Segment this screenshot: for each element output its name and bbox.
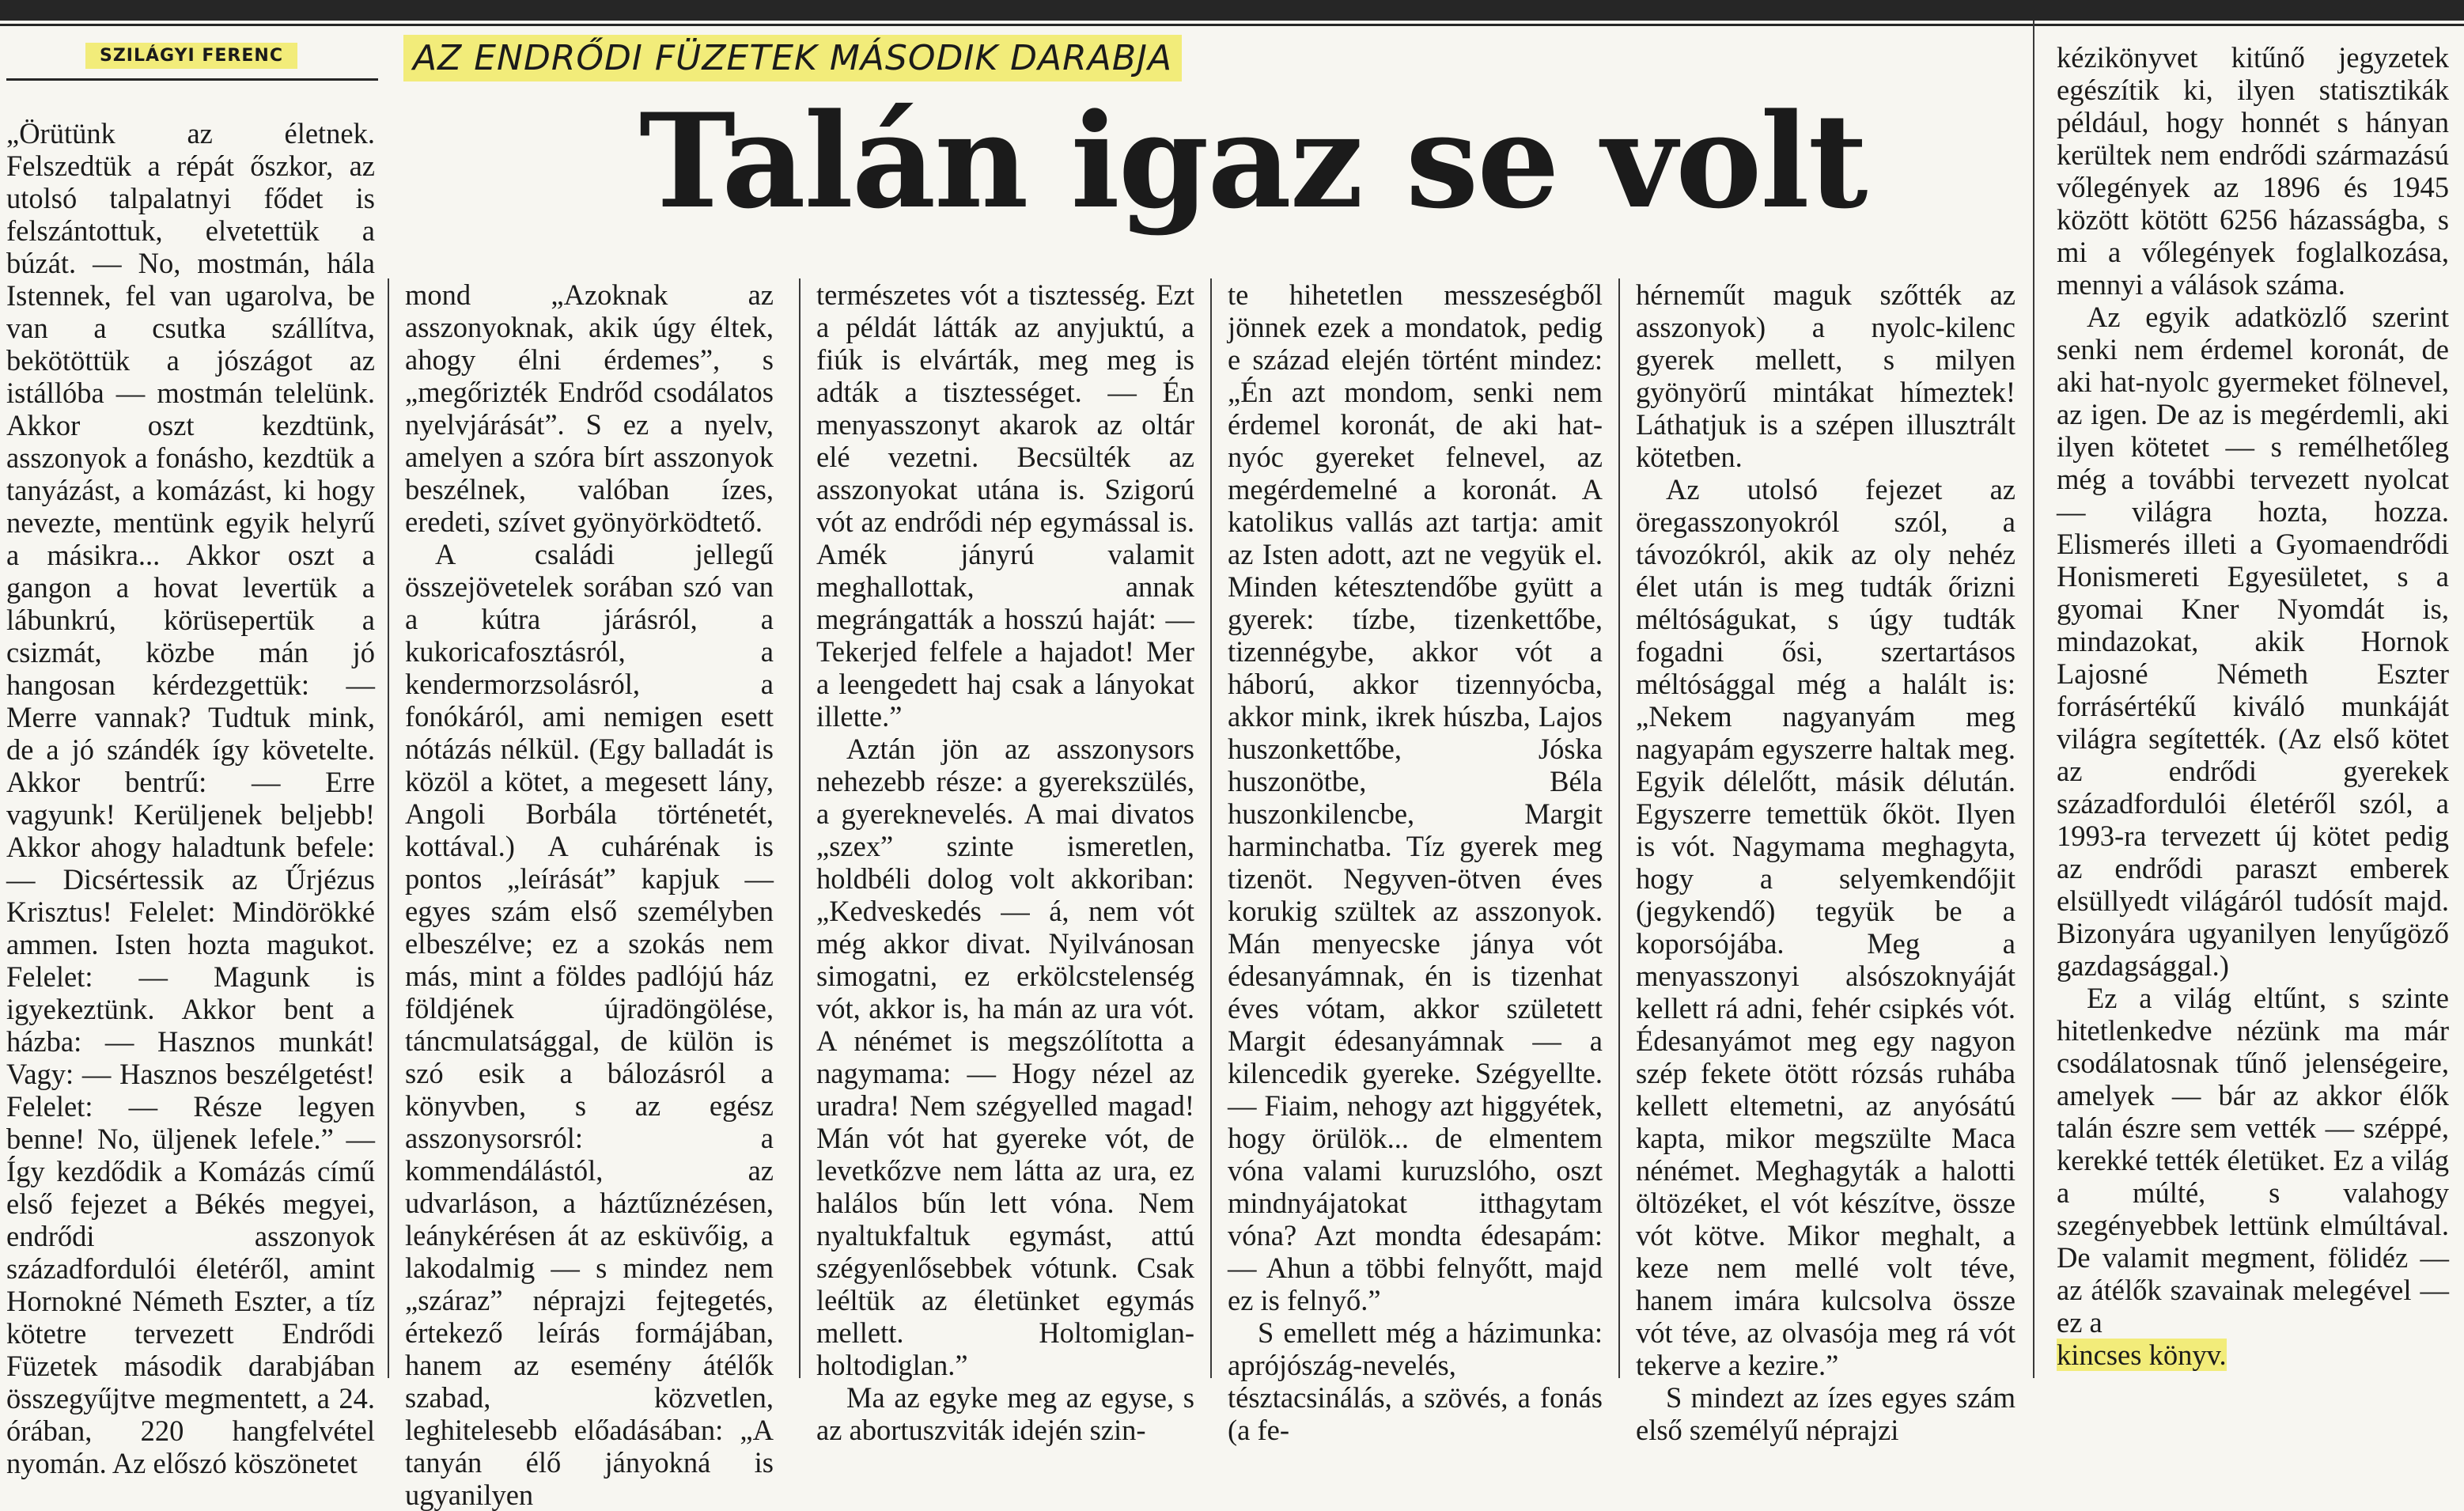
article-column-1	[6, 117, 375, 1479]
column-separator	[1210, 278, 1212, 1378]
article-column-6	[2057, 41, 2449, 1378]
article-column-2	[405, 278, 774, 1511]
paragraph: hérneműt maguk szőtték az asszonyok) a nyolc-kilenc gyerek mellett, s milyen gyönyörű mintákat hímeztek! Láthatjuk is a szépen illusztrált kötetben.	[1636, 278, 2015, 473]
column-separator	[2033, 21, 2034, 1378]
column-separator	[388, 278, 389, 1378]
paragraph: Aztán jön az asszonysors nehezebb része: a gyerekszülés, a gyereknevelés. A mai divatos „szex” szinte ismeretlen, holdbéli dolog volt akkoriban: „Kedveskedés — á, nem vót még akkor divat. Nyilvánosan simogatni, ez erkölcstelenség vót, akkor is, ha mán az ura vót. A nénémet is megszólította a nagymama: — Hogy nézel az uradra! Nem szégyelled magad! Mán vót hat gyereke vót, de levetkőzve nem látta az ura, ez halálos bűn lett vóna. Nem nyaltukfaltuk egymást, attú szégyenlősebbek vótunk. Csak leéltük az életünket egymás mellett. Holtomiglan-holtodiglan.”	[816, 733, 1194, 1381]
article-column-4	[1228, 278, 1603, 1446]
byline-rule	[6, 78, 378, 81]
paragraph: mond „Azoknak az asszonyoknak, akik úgy éltek, ahogy élni érdemes”, s „megőrizték Endrőd csodálatos nyelvjárását”. S ez a nyelv, amelyen a szóra bírt asszonyok beszélnek, valóban ízes, eredeti, szívet gyönyörködtető.	[405, 278, 774, 538]
paragraph: S mindezt az ízes egyes szám első személyű néprajzi	[1636, 1381, 2015, 1446]
paragraph: te hihetetlen messzeségből jönnek ezek a mondatok, pedig e század elején történt mindez: „Én azt mondom, senki nem érdemel koronát, de aki hat-nyóc gyereket felnevel, az megérdemelné a koronát. A katolikus vallás azt tartja: amit az Isten adott, azt ne vegyük el. Minden kétesztendőbe gyütt a gyerek: tízbe, tizenkettőbe, tizennégybe, akkor vót a háború, akkor tizennyócba, akkor mink, ikrek húszba, Lajos huszonkettőbe, Jóska huszonötbe, Béla huszonkilencbe, Margit harminchatba. Tíz gyerek meg tizenöt. Negyven-ötven éves korukig szültek az asszonyok. Mán menyecske jánya vót édesanyámnak, én is tizenhat éves vótam, akkor született Margit édesanyámnak — a kilencedik gyereke. Szégyellte. — Fiaim, nehogy azt higgyétek, hogy örülök... de elmentem vóna valami kuruzslóho, oszt mindnyájatokat itthagytam vóna? Azt mondta édesapám: — Ahun a többi felnyőtt, majd ez is felnyő.”	[1228, 278, 1603, 1316]
paragraph: kézikönyvet kitűnő jegyzetek egészítik ki, ilyen statisztikák például, hogy honnét s hányan kerültek nem endrődi származású vőlegények az 1896 és 1945 között kötött 6256 házasságba, s mi a vőlegények foglalkozása, mennyi a válások száma.	[2057, 41, 2449, 301]
paragraph: S emellett még a házimunka: aprójószág-nevelés, tésztacsinálás, a szövés, a fonás (a fe-	[1228, 1316, 1603, 1446]
paragraph: Ma az egyke meg az egyse, s az abortuszviták idején szin-	[816, 1381, 1194, 1446]
kicker: AZ ENDRŐDI FÜZETEK MÁSODIK DARABJA	[403, 35, 1182, 81]
paragraph: természetes vót a tisztesség. Ezt a példát látták az anyjuktú, a fiúk is elvárták, meg meg is adták a tisztességet. — Én menyasszonyt akarok az oltár elé vezetni. Becsülték az asszonyokat utána is. Szigorú vót az endrődi nép egymással is. Amék jányrú valamit meghallottak, annak megrángatták a hosszú haját: — Tekerjed felfele a hajadot! Mer a leengedett haj csak a lányokat illette.”	[816, 278, 1194, 733]
column-separator	[1618, 278, 1620, 1378]
highlighted-phrase: kincses könyv.	[2057, 1339, 2227, 1371]
article-column-5	[1636, 278, 2015, 1446]
paragraph: A családi jellegű összejövetelek sorában szó van a kútra járásról, a kukoricafosztásról, a kendermorzsolásról, a fonókáról, ami nemigen esett nótázás nélkül. (Egy balladát is közöl a kötet, a megesett lány, Angoli Borbála történetét, kottával.) A cuhárénak is pontos „leírását” kapjuk — egyes szám első személyben elbeszélve; ez a szokás nem más, mint a földes padlójú ház földjének újradöngölése, táncmulatsággal, de külön is szó esik a bálozásról a könyvben, s az egész asszonysorsról: a kommendálástól, az udvarláson, a háztűznézésen, leánykérésen át az esküvőig, a lakodalmig — s mindez nem „száraz” néprajzi fejtegetés, értekező leírás formájában, hanem az esemény átélők szabad, közvetlen, leghitelesebb előadásában: „A tanyán élő jányokná is ugyanilyen	[405, 538, 774, 1511]
paragraph: „Örütünk az életnek. Felszedtük a répát őszkor, az utolsó talpalatnyi fődet is felszántottuk, elvetettük a búzát. — No, mostmán, hála Istennek, fel van ugarolva, be van a csutka szállítva, bekötöttük a jószágot az istállóba — mostmán telelünk. Akkor oszt kezdtünk, asszonyok a fonásho, kezdtük a tanyázást, a komázást, ki hogy nevezte, mentünk egyik helyrű a másikra... Akkor oszt a gangon a hovat levertük a lábunkrú, körüsepertük a csizmát, közbe mán jó hangosan kérdezgettük: — Merre vannak? Tudtuk mink, de a jó szándék így követelte. Akkor bentrű: — Erre vagyunk! Kerüljenek beljebb! Akkor ahogy haladtunk befele: — Dicsértessik az Űrjézus Krisztus! Felelet: Mindörökké ammen. Isten hozta magukot. Felelet: — Magunk is igyekeztünk. Akkor bent a házba: — Hasznos munkát! Vagy: — Hasznos beszélgetést! Felelet: — Része legyen benne! No, üljenek lefele.” — Így kezdődik a Komázás című első fejezet a Békés megyei, endrődi asszonyok századfordulói életéről, amint Hornokné Németh Eszter, a tíz kötetre tervezett Endrődi Füzetek második darabjában összegyűjtve megmentett, a 24. órában, 220 hangfelvétel nyomán. Az előszó köszönetet	[6, 117, 375, 1479]
byline: SZILÁGYI FERENC	[85, 43, 297, 69]
headline: Talán igaz se volt	[639, 85, 1867, 237]
paragraph: Az egyik adatközlő szerint senki nem érdemel koronát, de aki hat-nyolc gyermeket fölnevel, az igen. De az is megérdemli, aki ilyen kötetet — s remélhetőleg még a további tervezett nyolcat — világra hozta, hozza. Elismerés illeti a Gyomaendrődi Honismereti Egyesületet, s a gyomai Kner Nyomdát is, mindazokat, akik Hornok Lajosné Németh Eszter forrásértékű kiváló munkáját világra segítették. (Az első kötet az endrődi gyerekek századfordulói életéről szól, a 1993-ra tervezett új kötet pedig az endrődi paraszt emberek elsüllyedt világáról tudósít majd. Bizonyára ugyanilyen lenyűgöző gazdagsággal.)	[2057, 301, 2449, 982]
paragraph: Az utolsó fejezet az öregasszonyokról szól, a távozókról, akik az oly nehéz élet után is meg tudták őrizni méltóságukat, s úgy tudták fogadni ősi, szertartásos méltósággal még a halált is: „Nekem nagyanyám meg nagyapám egyszerre haltak meg. Egyik délelőtt, másik délután. Egyszerre temettük őköt. Ilyen is vót. Nagymama meghagyta, hogy a selyemkendőjit (jegykendő) tegyük be a koporsójába. Meg a menyasszonyi alsószoknyáját kellett rá adni, fehér csipkés vót. Édesanyámot meg egy nagyon szép fekete ötött rózsás ruhába kellett eltemetni, az anyósátú kapta, mikor megszülte Maca nénémet. Meghagyták a halotti öltözéket, el vót készítve, össze vót kötve. Mikor meghalt, a keze nem mellé volt téve, hanem imára kulcsolva össze vót téve, az olvasója meg rá vót tekerve a kezire.”	[1636, 473, 2015, 1381]
column-separator	[799, 278, 801, 1378]
paragraph: Ez a világ eltűnt, s szinte hitetlenkedve nézünk ma már csodálatosnak tűnő jelenségeire, amelyek — bár az akkor élők talán észre sem vették — széppé, kerekké tették életüket. Ez a világ a múlté, s valahogy szegényebbek lettünk elmúltával. De valamit megment, fölidéz — az átélők szavainak melegével — ez a	[2057, 982, 2449, 1339]
top-rule	[0, 0, 2464, 21]
article-column-3	[816, 278, 1194, 1446]
top-rule-thin	[0, 24, 2464, 26]
